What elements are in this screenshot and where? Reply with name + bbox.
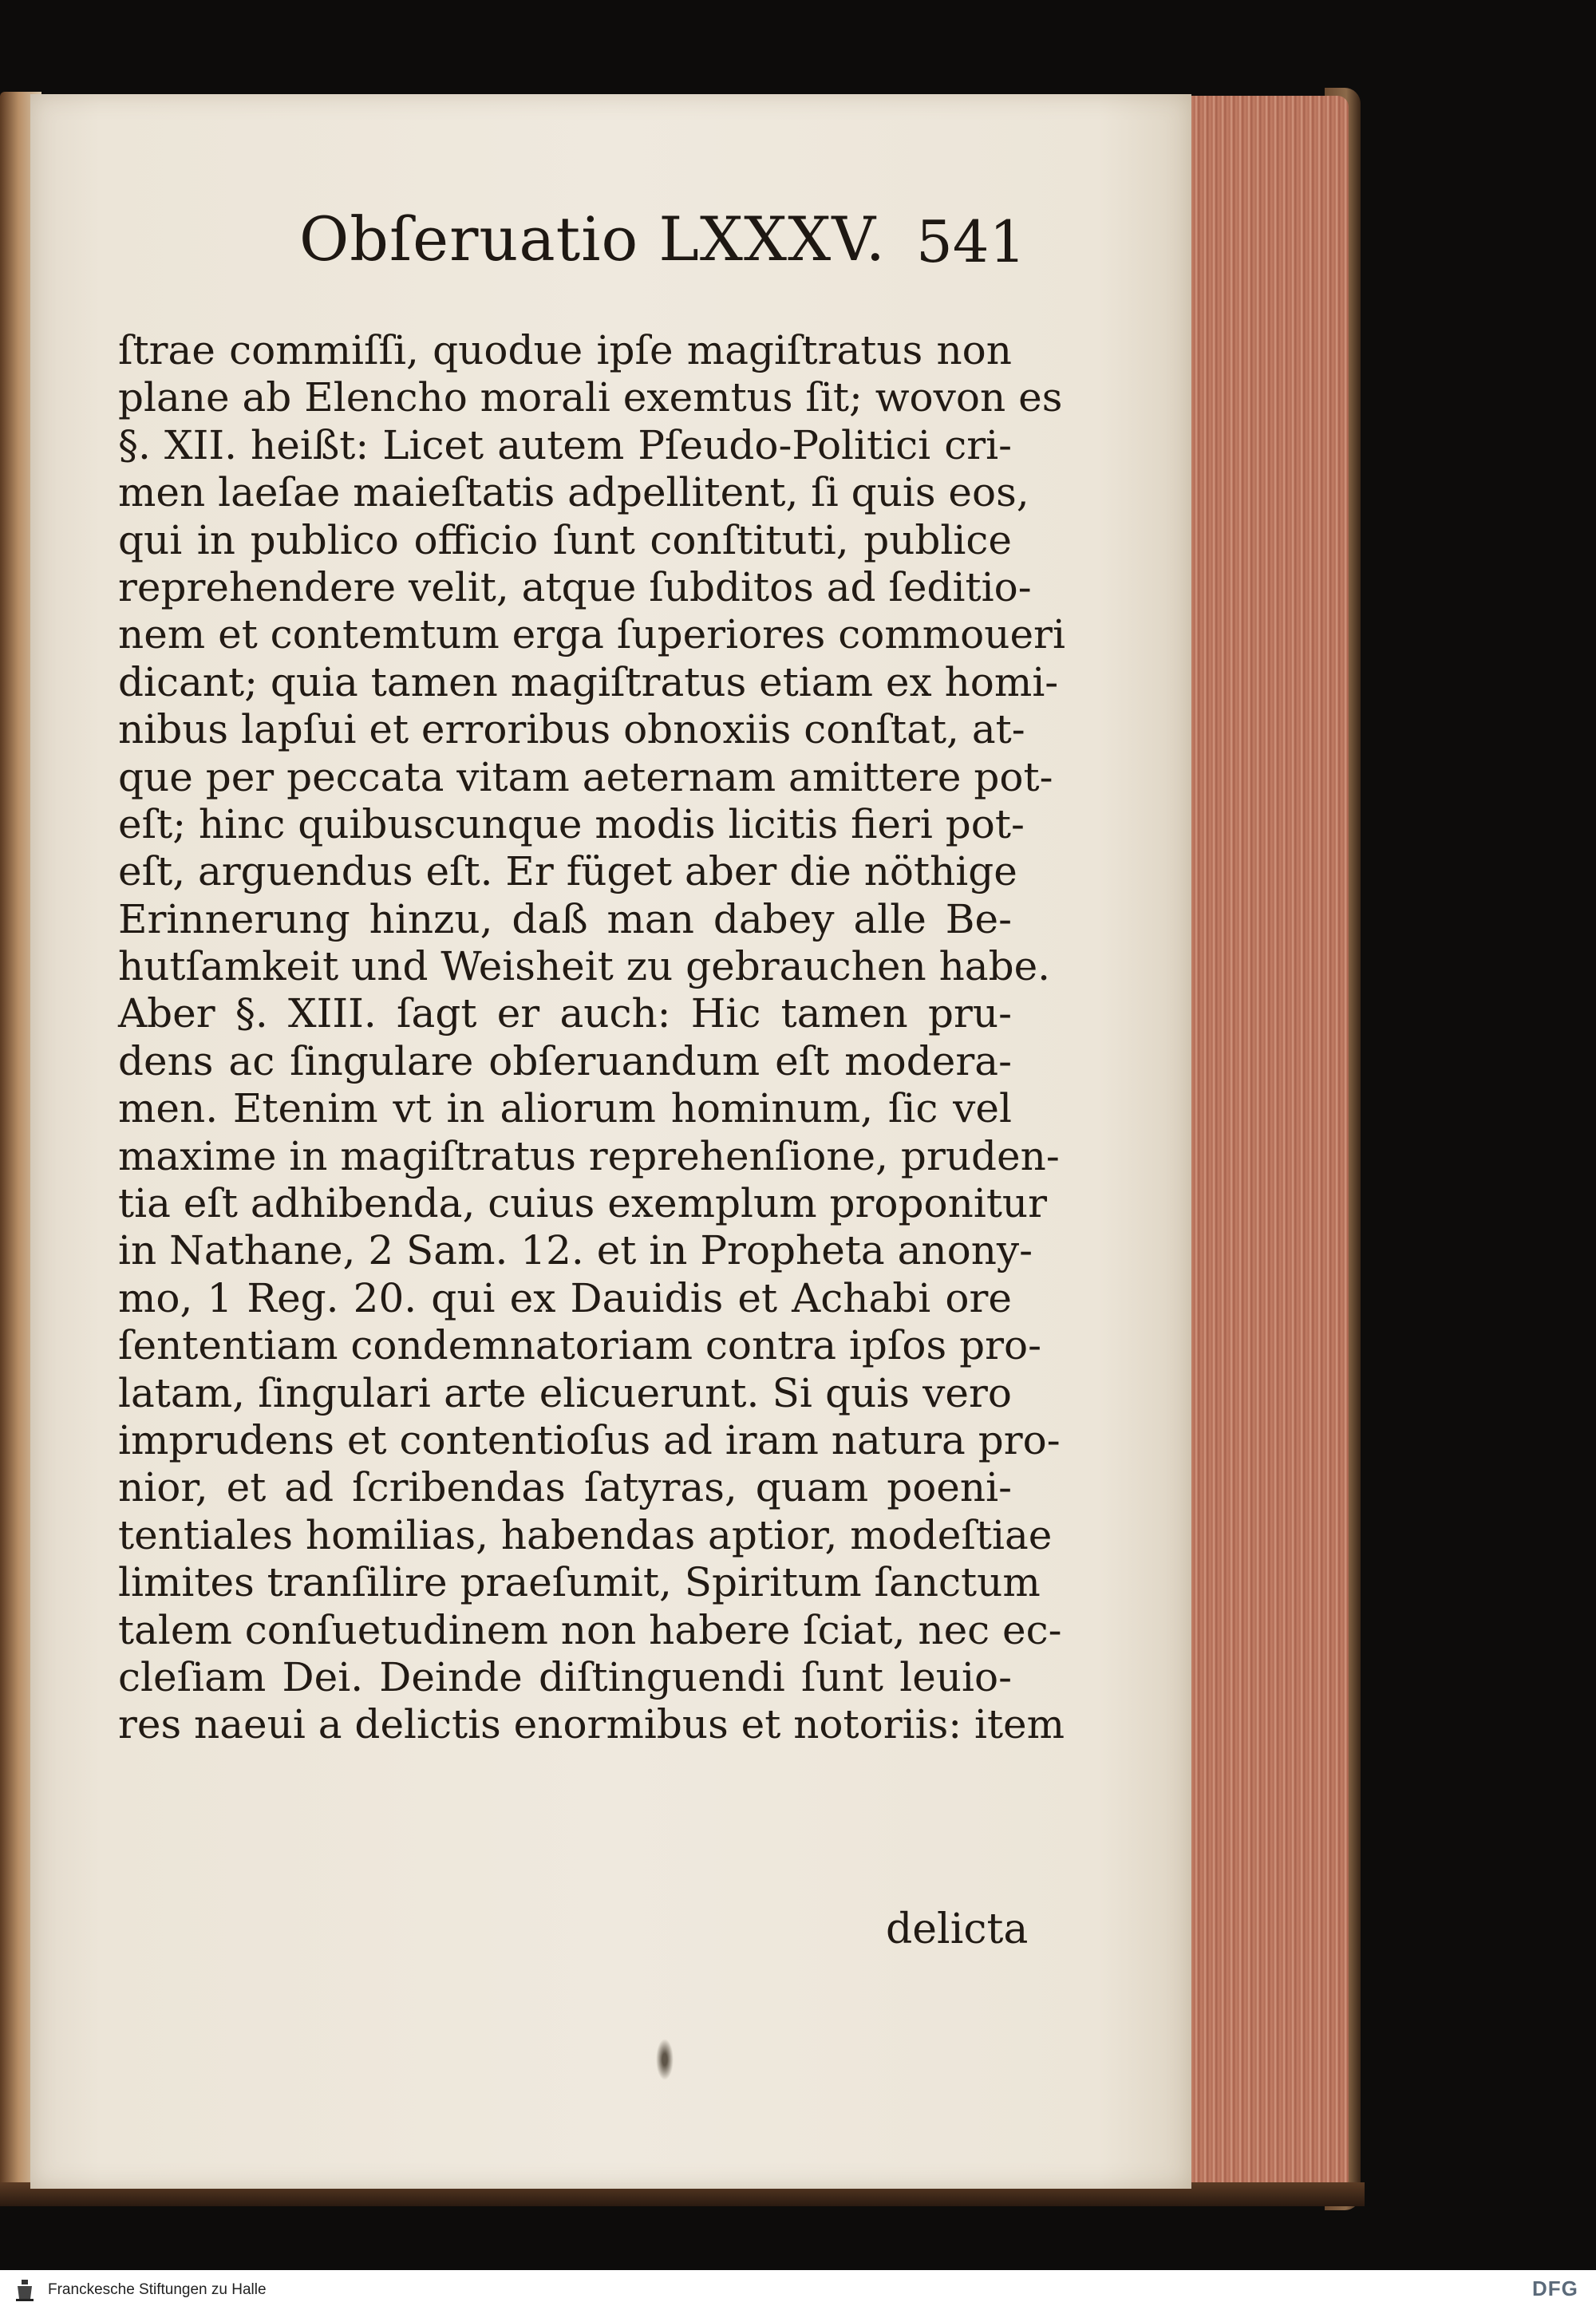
- text-line: §. XII. heißt: Licet autem Pſeudo-Politici cri-: [118, 421, 1012, 468]
- text-line: hutſamkeit und Weisheit zu gebrauchen habe.: [118, 943, 1051, 990]
- text-line: dicant; quia tamen magiſtratus etiam ex homi-: [118, 658, 1059, 705]
- institution-label: Franckesche Stiftungen zu Halle: [48, 2281, 267, 2298]
- text-line: reprehendere velit, atque ſubditos ad ſeditio-: [118, 563, 1032, 610]
- text-line: ſententiam condemnatoriam contra ipſos pro-: [118, 1322, 1041, 1369]
- text-line: tia eſt adhibenda, cuius exemplum proponitur: [118, 1180, 1048, 1227]
- text-line: men. Etenim vt in aliorum hominum, ſic vel: [118, 1085, 1012, 1132]
- text-line: in Nathane, 2 Sam. 12. et in Propheta anony-: [118, 1227, 1033, 1274]
- text-line: imprudens et contentioſus ad iram natura pro-: [118, 1416, 1061, 1463]
- text-line: eſt, arguendus eſt. Er füget aber die nöthige: [118, 848, 1017, 895]
- text-line: eſt; hinc quibuscunque modis licitis fieri pot-: [118, 800, 1025, 847]
- text-line: res naeui a delictis enormibus et notoriis: item: [118, 1701, 1065, 1748]
- page-header: [0, 203, 1191, 283]
- dfg-logo: DFG: [1532, 2276, 1578, 2300]
- text-line: Aber §. XIII. ſagt er auch: Hic tamen pru-: [118, 990, 1012, 1037]
- text-line: nem et contemtum erga ſuperiores commoueri: [118, 611, 1065, 658]
- text-line: cleſiam Dei. Deinde diſtinguendi ſunt leuio-: [118, 1653, 1012, 1700]
- text-line: qui in publico officio ſunt conſtituti, publice: [118, 516, 1012, 563]
- text-line: dens ac ſingulare obſeruandum eſt modera-: [118, 1037, 1012, 1084]
- text-line: Erinnerung hinzu, daß man dabey alle Be-: [118, 895, 1012, 942]
- running-title: Obſeruatio LXXXV.: [299, 203, 886, 274]
- text-line: que per peccata vitam aeternam amittere pot-: [118, 753, 1053, 800]
- catchword: delicta: [886, 1905, 1029, 1953]
- text-line: mo, 1 Reg. 20. qui ex Dauidis et Achabi ore: [118, 1274, 1012, 1321]
- text-line: ſtrae commiſſi, quodue ipſe magiſtratus non: [118, 327, 1012, 373]
- page-fore-edge: [1181, 96, 1349, 2190]
- text-line: plane ab Elencho morali exemtus ſit; wovon es: [118, 374, 1063, 421]
- page-number: 541: [916, 208, 1026, 275]
- text-line: tentiales homilias, habendas aptior, modeſtiae: [118, 1511, 1053, 1558]
- text-line: latam, ſingulari arte elicuerunt. Si quis vero: [118, 1369, 1012, 1416]
- text-line: men laeſae maieſtatis adpellitent, ſi quis eos,: [118, 469, 1029, 516]
- text-line: nior, et ad ſcribendas ſatyras, quam poeni-: [118, 1464, 1012, 1511]
- text-line: talem conſuetudinem non habere ſciat, nec ec-: [118, 1606, 1062, 1653]
- body-text: [118, 327, 1065, 1749]
- ink-stain: [656, 2039, 674, 2080]
- text-line: maxime in magiſtratus reprehenſione, pruden-: [118, 1132, 1060, 1179]
- text-line: limites tranſilire praeſumit, Spiritum ſanctum: [118, 1559, 1041, 1606]
- viewer-footer: [0, 2270, 1596, 2310]
- text-line: nibus lapſui et erroribus obnoxiis conſtat, at-: [118, 706, 1025, 753]
- foundation-emblem-icon: [14, 2278, 35, 2302]
